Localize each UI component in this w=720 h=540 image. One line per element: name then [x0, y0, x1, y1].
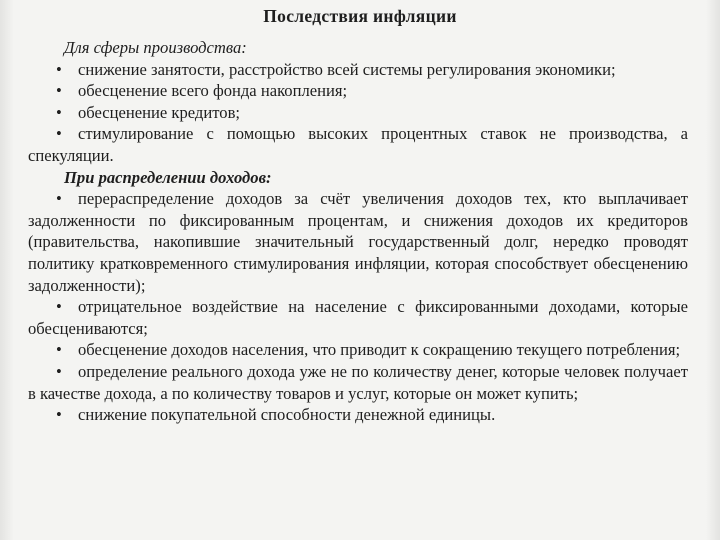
list-item: • снижение занятости, расстройство всей системы регулирования экономики;: [56, 59, 616, 79]
bullet-icon: •: [56, 81, 62, 101]
list-item: • обесценение всего фонда накопления;: [56, 81, 348, 101]
page-edge-right: [706, 0, 720, 540]
list-item: • отрицательное воздействие на население с фиксированными доходами, которые обесцениваются;: [28, 297, 688, 338]
bullet-icon: •: [56, 361, 62, 381]
bullet-icon: •: [56, 59, 62, 79]
page-title: Последствия инфляции: [263, 6, 457, 26]
section-heading-distribution: При распределении доходов:: [64, 167, 272, 187]
document-body: [28, 37, 688, 426]
bullet-icon: •: [56, 297, 62, 317]
bullet-icon: •: [56, 124, 62, 144]
bullet-icon: •: [56, 340, 62, 360]
list-item: • стимулирование с помощью высоких процентных ставок не производства, а спекуляции.: [28, 124, 688, 165]
list-item: • обесценение кредитов;: [56, 102, 241, 122]
list-item: • перераспределение доходов за счёт увеличения доходов тех, кто выплачивает задолженности по фиксированным процентам, и снижения доходов их кредиторов (правительства, накопившие значительный государственный долг, нередко проводят политику кратковременного стимулирования инфляции, которая способствует обесценению задолженности);: [28, 189, 688, 295]
list-item: • снижение покупательной способности денежной единицы.: [56, 405, 496, 425]
bullet-icon: •: [56, 405, 62, 425]
list-item: • определение реального дохода уже не по количеству денег, которые человек получает в качестве дохода, а по количеству товаров и услуг, которые он может купить;: [28, 361, 688, 403]
bullet-icon: •: [56, 189, 62, 209]
section-heading-production: Для сферы производства:: [64, 38, 247, 57]
page-edge-left: [0, 0, 14, 540]
bullet-icon: •: [56, 102, 62, 122]
list-item: • обесценение доходов населения, что приводит к сокращению текущего потребления;: [56, 340, 681, 360]
